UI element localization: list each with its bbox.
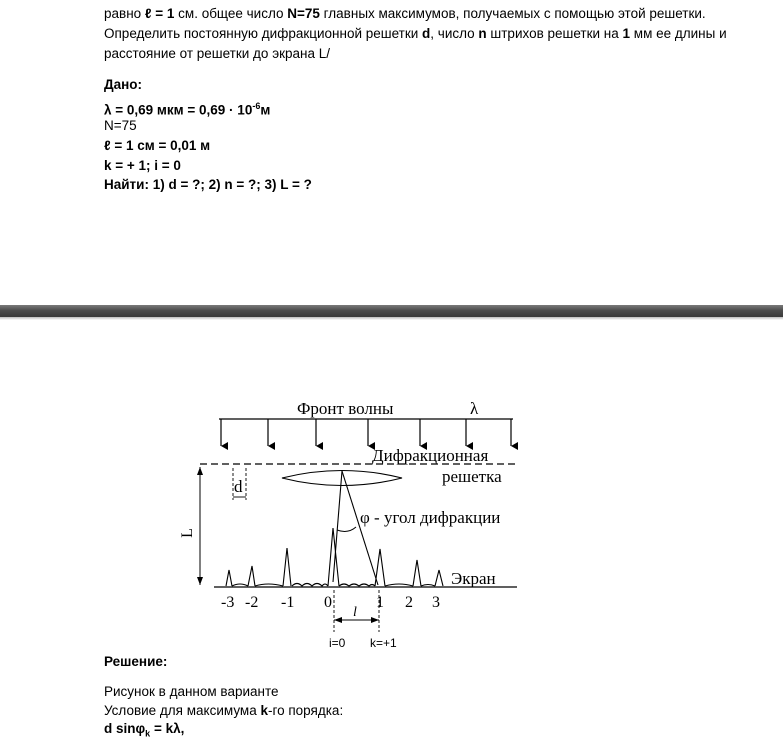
text-fragment: -го порядка:: [267, 703, 344, 718]
symbol-d: d: [422, 26, 431, 41]
text-fragment: Определить постоянную дифракционной решетки: [104, 26, 423, 41]
symbol-k: k: [260, 703, 268, 718]
given-k: k = + 1; i = 0: [104, 158, 181, 173]
maxima-count: N=75: [287, 6, 320, 21]
text-fragment: мм ее длины и: [630, 26, 727, 41]
tick-label: -1: [281, 594, 295, 611]
formula-part: d sinφ: [104, 721, 146, 736]
text-fragment: равно: [104, 6, 145, 21]
given-heading: Дано:: [104, 77, 143, 92]
given-length: ℓ = 1 см = 0,01 м: [104, 138, 211, 153]
l-label: l: [353, 605, 357, 620]
grating-label-1: Дифракционная: [372, 446, 489, 465]
lambda-value: λ = 0,69 мкм = 0,69 · 10: [104, 102, 253, 118]
tick-label: 3: [432, 594, 440, 611]
lambda-exponent: -6: [252, 101, 261, 111]
tick-label: -3: [221, 594, 235, 611]
tick-label: 1: [376, 594, 384, 611]
lambda-label: λ: [470, 399, 479, 418]
text-fragment: см. общее число: [174, 6, 288, 21]
grating-label-2: решетка: [442, 467, 502, 486]
order-ticks: [221, 594, 440, 611]
find-line: Найти: 1) d = ?; 2) n = ?; 3) L = ?: [104, 177, 312, 192]
given-n: N=75: [104, 118, 137, 133]
tick-label: 2: [405, 594, 413, 611]
problem-line-3: расстояние от решетки до экрана L/: [104, 46, 330, 61]
d-label: d: [234, 477, 243, 496]
wave-front-label: Фронт волны: [297, 399, 394, 418]
solution-line-1: Рисунок в данном варианте: [104, 684, 279, 699]
text-fragment: Условие для максимума: [104, 703, 261, 718]
solution-heading: Решение:: [104, 654, 168, 669]
tick-label: 0: [324, 594, 332, 611]
number-one: 1: [622, 26, 631, 41]
screen-label: Экран: [451, 569, 496, 588]
formula-subscript: k: [145, 728, 151, 739]
max-condition-formula: [104, 720, 184, 743]
phi-label: φ - угол дифракции: [360, 508, 501, 527]
symbol-n: n: [478, 26, 487, 41]
lambda-unit: м: [260, 102, 271, 118]
L-label: L: [179, 528, 196, 538]
formula-part: = kλ,: [150, 721, 185, 736]
solution-line-2: [104, 702, 343, 720]
i-label: i=0: [329, 636, 346, 650]
text-fragment: , число: [430, 26, 479, 41]
tick-label: -2: [245, 594, 259, 611]
text-fragment: штрихов решетки на: [486, 26, 623, 41]
incident-arrows: [221, 419, 511, 446]
k-label: k=+1: [370, 636, 397, 650]
length-value: ℓ = 1: [144, 6, 175, 21]
text-fragment: главных максимумов, получаемых с помощью этой решетки.: [319, 6, 706, 21]
